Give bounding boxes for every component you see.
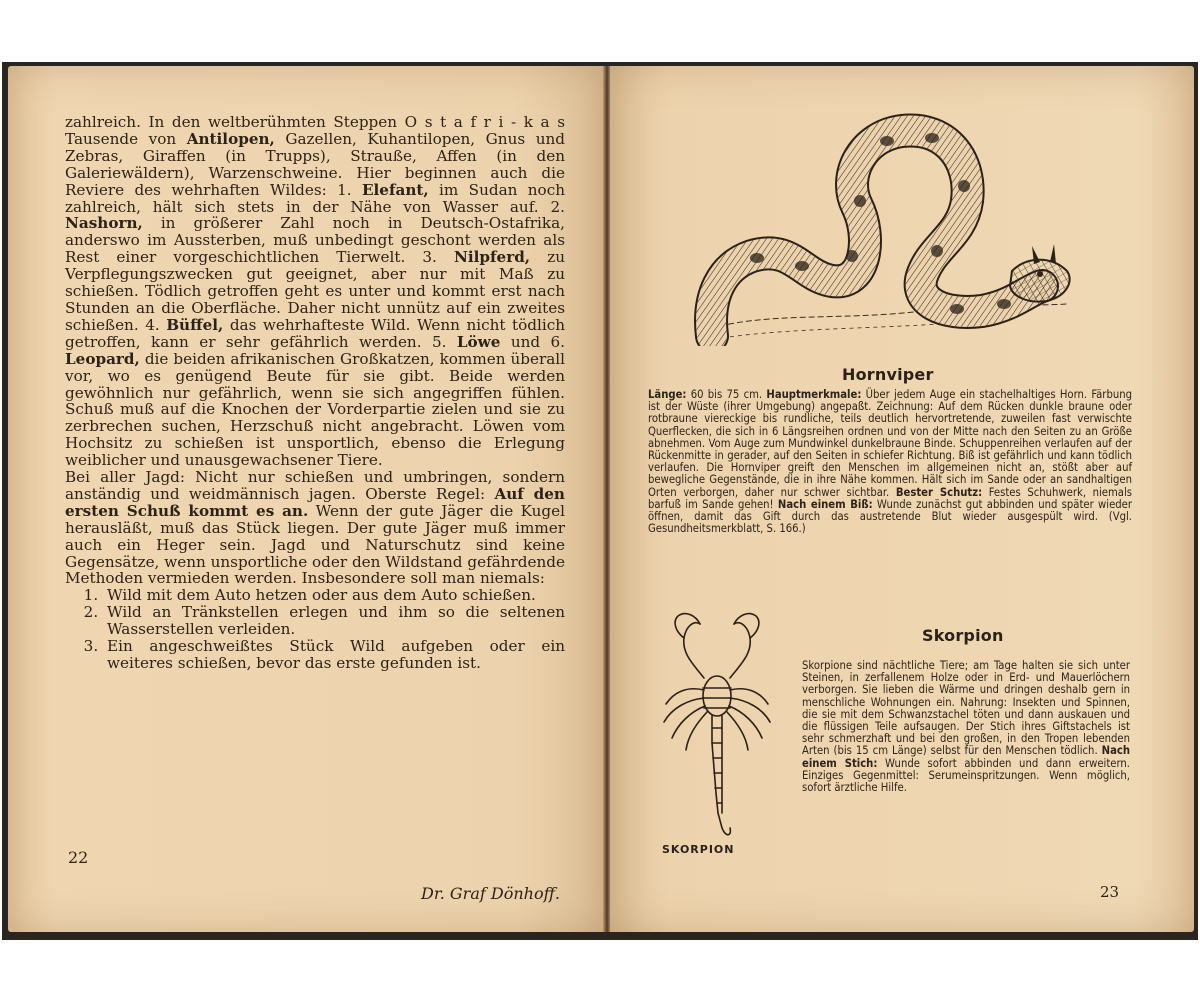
bold-term: Nashorn,	[65, 214, 143, 233]
bold-term: Büffel,	[166, 315, 224, 334]
bold-term: Länge:	[648, 388, 687, 401]
list-item: 1. Wild mit dem Auto hetzen oder aus dem Auto schießen.	[103, 587, 565, 604]
game-paragraph: zahlreich. In den weltberühmten Steppen O s t a f r i - k a s Tausende von Antilopen, Gazellen, Kuhantilopen, Gnus und Zebras, Giraffen (in Trupps), Strauße, Affen (in den Galeriewäldern), Warzenschweine. Hier beginnen auch die Reviere des wehrhaften Wildes: 1. Elefant, im Sudan noch zahlreich, hält sich stets in der Nähe von Wasser auf. 2. Nashorn, in größerer Zahl noch in Deutsch-Ostafrika, anderswo im Aussterben, muß unbedingt geschont werden als Rest einer vorgeschichtlichen Tierwelt. 3. Nilpferd, zu Verpflegungszwecken gut geeignet, aber nur mit Maß zu schießen. Tödlich getroffen geht es unter und kommt erst nach Stunden an die Oberfläche. Daher nicht unnütz auf ein zweites schießen. 4. Büffel, das wehrhafteste Wild. Wenn nicht tödlich getroffen, kann er sehr gefährlich werden. 5. Löwe und 6. Leopard, die beiden afrikanischen Großkatzen, kommen überall vor, wo es genügend Beute für sie gibt. Beide werden gewöhnlich nur gefährlich, wenn sie sich angegriffen fühlen. Schuß muß auf die Knochen der Vorderpartie zielen und sie zu zerbrechen suchen, Herzschuß nicht angebracht. Löwen vom Hochsitz zu schießen ist unsportlich, ebenso die Erlegung weiblicher und unausgewachsener Tiere.	[65, 113, 566, 470]
right-page	[610, 66, 1194, 932]
hornviper-illustration	[682, 106, 1072, 346]
scorpion-caption: SKORPION	[662, 843, 735, 856]
never-do-list	[65, 587, 565, 672]
left-page	[8, 66, 604, 932]
hornviper-description: Länge: 60 bis 75 cm. Hauptmerkmale: Über jedem Auge ein stachelhaltiges Horn. Färbung ist der Wüste (ihrer Umgebung) angepaßt. Zeichnung: Auf dem Rücken dunkle braune oder rotbraune viereckige bis rundliche, teils deutlich hervortretende, zuweilen fast verwischte Querflecken, die sich in 6 Längsreihen ordnen und von der Mitte nach den Seiten zu an Größe abnehmen. Vom Auge zum Mundwinkel dunkelbraune Binde. Schuppenreihen verlaufen auf der Rückenmitte in gerader, auf den Seiten in schiefer Richtung. Biß ist gefährlich und kann tödlich verlaufen. Die Hornviper greift den Menschen im allgemeinen nicht an, stößt aber auf bewegliche Gegenstände, die in ihre Nähe kommen. Hält sich im Sande oder an sandhaltigen Orten verborgen, daher nur schwer sichtbar. Bester Schutz: Festes Schuhwerk, niemals barfuß im Sande gehen! Nach einem Biß: Wunde zunächst gut abbinden und später wieder öffnen, damit das Gift durch das austretende Blut wieder ausgespült wird. (Vgl. Gesundheitsmerkblatt, S. 166.)	[648, 388, 1133, 536]
bold-term: Nach einem Stich:	[802, 744, 1130, 770]
bold-term: Nilpferd,	[453, 248, 531, 267]
book-spread	[2, 62, 1198, 940]
bold-term: Elefant,	[361, 180, 429, 199]
scorpion-illustration	[642, 608, 792, 843]
left-page-body	[65, 114, 565, 672]
bold-term: Bester Schutz:	[895, 485, 983, 499]
bold-term: Leopard,	[65, 349, 140, 368]
author-signature: Dr. Graf Dönhoff.	[421, 884, 560, 903]
page-number-left: 22	[68, 848, 89, 867]
list-item: 3. Ein angeschweißtes Stück Wild aufgeben oder ein weiteres schießen, bevor das erste gefunden ist.	[103, 638, 565, 672]
skorpion-description: Skorpione sind nächtliche Tiere; am Tage halten sie sich unter Steinen, in zerfallenem Holze oder in Erd- und Mauerlöchern verborgen. Sie lieben die Wärme und dringen deshalb gern in menschliche Wohnungen ein. Nahrung: Insekten und Spinnen, die sie mit dem Schwanzstachel töten und dann auskauen und die flüssigen Teile aufsaugen. Der Stich ihres Giftstachels ist sehr schmerzhaft und bei den großen, in den Tropen lebenden Arten (bis 15 cm Länge) selbst für den Menschen tödlich. Nach einem Stich: Wunde sofort abbinden und dann erweitern. Einziges Gegenmittel: Serumeinspritzungen. Wenn möglich, sofort ärztliche Hilfe.	[802, 659, 1130, 795]
bold-term: Nach einem Biß:	[777, 497, 873, 511]
bold-term: Antilopen,	[186, 129, 275, 148]
hunting-rules-paragraph: Bei aller Jagd: Nicht nur schießen und umbringen, sondern anständig und weidmännisch jagen. Oberste Regel: Auf den ersten Schuß kommt es an. Wenn der gute Jäger die Kugel herausläßt, muß das Stück liegen. Der gute Jäger muß immer auch ein Heger sein. Jagd und Naturschutz sind keine Gegensätze, wenn unsportliche oder den Wildstand gefährdende Methoden vermieden werden. Insbesondere soll man niemals:	[65, 468, 565, 588]
bold-term: Löwe	[456, 332, 501, 351]
page-number-right: 23	[1100, 883, 1120, 901]
list-item: 2. Wild an Tränkstellen erlegen und ihm so die seltenen Wasserstellen verleiden.	[103, 604, 565, 638]
skorpion-title: Skorpion	[922, 626, 1004, 645]
hornviper-title: Hornviper	[842, 365, 934, 384]
bold-term: Hauptmerkmale:	[766, 388, 862, 401]
bold-term: Auf den ersten Schuß kommt es an.	[65, 484, 565, 520]
